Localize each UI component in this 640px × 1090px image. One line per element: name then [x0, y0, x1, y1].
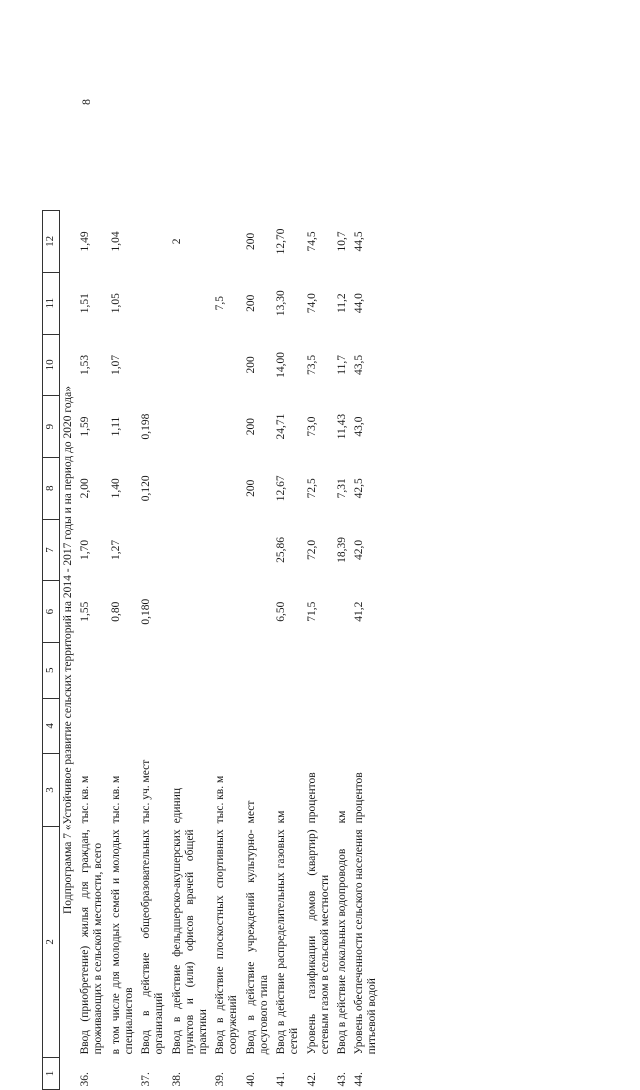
- value-cell-c7: 42,0: [353, 539, 366, 560]
- value-cell-c5: [243, 642, 273, 698]
- row-number: 42.: [305, 1072, 318, 1087]
- value-cell-c6: [212, 581, 242, 643]
- indicator-name: Ввод в действие распределительных газовых сетей: [275, 829, 301, 1055]
- value-cell-c10: 73,5: [305, 354, 318, 375]
- value-cell-c11: 7,5: [214, 296, 227, 311]
- value-cell-c12: 1,49: [79, 231, 92, 252]
- header-cell: 2: [43, 826, 60, 1057]
- value-cell-c11: [169, 272, 213, 334]
- value-cell-c8: 42,5: [353, 478, 366, 499]
- page-number: 8: [79, 99, 93, 105]
- value-cell-c5: [212, 642, 242, 698]
- header-cell: 7: [43, 519, 60, 581]
- value-cell-c6: [334, 581, 351, 643]
- subprogram-title-row: [60, 211, 78, 1090]
- value-cell-c4: [334, 698, 351, 754]
- value-cell-c11: 200: [244, 294, 257, 312]
- value-cell-c10: [169, 334, 213, 396]
- header-cell: 9: [43, 396, 60, 458]
- value-cell-c11: 11,2: [335, 293, 348, 314]
- value-cell-c6: [243, 581, 273, 643]
- value-cell-c12: 74,5: [305, 231, 318, 252]
- unit-cell: тыс. кв. м: [79, 775, 92, 824]
- unit-cell: км: [335, 810, 348, 824]
- row-number: [108, 1057, 138, 1089]
- row-number: 43.: [335, 1072, 348, 1087]
- value-cell-c11: 13,30: [275, 290, 288, 317]
- value-cell-c8: 7,31: [335, 478, 348, 499]
- value-cell-c5: [273, 642, 303, 698]
- value-cell-c9: 11,43: [335, 413, 348, 440]
- value-cell-c8: 12,67: [275, 475, 288, 502]
- value-cell-c5: [138, 642, 168, 698]
- header-cell: 5: [43, 642, 60, 698]
- rotated-table-wrapper: [42, 210, 542, 1090]
- header-cell: 1: [43, 1057, 60, 1089]
- row-number: 41.: [275, 1072, 288, 1087]
- header-cell: 11: [43, 272, 60, 334]
- value-cell-c10: 43,5: [353, 354, 366, 375]
- value-cell-c9: 73,0: [305, 416, 318, 437]
- header-cell: 10: [43, 334, 60, 396]
- indicator-name: Уровень обеспеченности сельского населения питьевой водой: [353, 829, 379, 1055]
- value-cell-c11: 74,0: [305, 293, 318, 314]
- value-cell-c10: 14,00: [275, 351, 288, 378]
- indicator-name: Ввод в действие общеобразовательных организаций: [140, 829, 166, 1055]
- value-cell-c7: [169, 519, 213, 581]
- value-cell-c8: 72,5: [305, 478, 318, 499]
- value-cell-c7: 1,27: [109, 539, 122, 560]
- subprogram-title: Подпрограмма 7 «Устойчивое развитие сельских территорий на 2014 - 2017 годы и на период до 2020 года»: [62, 386, 74, 914]
- unit-cell: тыс. уч. мест: [140, 759, 153, 824]
- indicator-name: Ввод в действие учреждений культурно-досугового типа: [244, 829, 270, 1055]
- value-cell-c9: 0,198: [140, 413, 153, 440]
- value-cell-c8: [169, 457, 213, 519]
- value-cell-c6: 6,50: [275, 601, 288, 622]
- value-cell-c4: [169, 698, 213, 754]
- indicator-name: Уровень газификации домов (квартир) сетевым газом в сельской местности: [305, 829, 331, 1055]
- indicators-table: [42, 210, 382, 1090]
- value-cell-c4: [108, 698, 138, 754]
- table-body: [77, 211, 381, 1090]
- value-cell-c7: [243, 519, 273, 581]
- value-cell-c8: 2,00: [79, 478, 92, 499]
- indicator-name: Ввод (приобретение) жилья для граждан, проживающих в сельской местности, всего: [79, 829, 105, 1055]
- table-row: [169, 211, 213, 1090]
- table-header: [43, 211, 60, 1090]
- unit-cell: процентов: [353, 772, 366, 824]
- unit-cell: тыс. кв. м: [214, 775, 227, 824]
- indicator-name: в том числе для молодых семей и молодых специалистов: [109, 829, 135, 1055]
- value-cell-c5: [351, 642, 381, 698]
- header-cell: 12: [43, 211, 60, 273]
- value-cell-c8: 0,120: [140, 475, 153, 502]
- table-row: [304, 211, 334, 1090]
- value-cell-c4: [212, 698, 242, 754]
- indicator-name: Ввод в действие плоскостных спортивных сооружений: [214, 829, 240, 1055]
- header-cell: 3: [43, 754, 60, 827]
- value-cell-c6: 0,80: [109, 601, 122, 622]
- table-row: [351, 211, 381, 1090]
- value-cell-c6: 41,2: [353, 601, 366, 622]
- value-cell-c11: [138, 272, 168, 334]
- value-cell-c10: 200: [244, 356, 257, 374]
- unit-cell: км: [275, 810, 288, 824]
- value-cell-c10: [212, 334, 242, 396]
- table-row: [243, 211, 273, 1090]
- value-cell-c7: 25,86: [275, 537, 288, 563]
- value-cell-c11: 1,51: [79, 293, 92, 314]
- value-cell-c4: [138, 698, 168, 754]
- value-cell-c4: [351, 698, 381, 754]
- row-number: 37.: [140, 1072, 153, 1087]
- header-cell: 8: [43, 457, 60, 519]
- value-cell-c4: [273, 698, 303, 754]
- table-row: [334, 211, 351, 1090]
- value-cell-c12: 12,70: [275, 228, 288, 255]
- value-cell-c8: 200: [244, 479, 257, 497]
- value-cell-c5: [304, 642, 334, 698]
- value-cell-c7: 72,0: [305, 539, 318, 560]
- value-cell-c8: [212, 457, 242, 519]
- row-number: 36.: [79, 1072, 92, 1087]
- unit-cell: тыс. кв. м: [109, 775, 122, 824]
- value-cell-c10: 11,7: [335, 355, 348, 375]
- value-cell-c12: 2: [170, 238, 183, 245]
- value-cell-c12: 1,04: [109, 231, 122, 252]
- value-cell-c5: [169, 642, 213, 698]
- value-cell-c7: [212, 519, 242, 581]
- value-cell-c6: 71,5: [305, 601, 318, 622]
- table-row: [273, 211, 303, 1090]
- table-row: [77, 211, 107, 1090]
- value-cell-c5: [108, 642, 138, 698]
- value-cell-c9: [212, 396, 242, 458]
- value-cell-c9: 43,0: [353, 416, 366, 437]
- value-cell-c9: 1,11: [109, 416, 122, 437]
- indicator-name: Ввод в действие фельдшерско-акушерских пунктов и (или) офисов врачей общей практики: [170, 829, 209, 1055]
- value-cell-c4: [243, 698, 273, 754]
- value-cell-c9: 1,59: [79, 416, 92, 437]
- value-cell-c12: 200: [244, 232, 257, 251]
- value-cell-c9: [169, 396, 213, 458]
- value-cell-c12: [138, 211, 168, 273]
- unit-cell: единиц: [170, 787, 183, 824]
- indicator-name: Ввод в действие локальных водопроводов: [335, 848, 348, 1055]
- value-cell-c8: 1,40: [109, 478, 122, 499]
- value-cell-c6: [169, 581, 213, 643]
- value-cell-c7: 18,39: [335, 537, 348, 563]
- value-cell-c7: [138, 519, 168, 581]
- value-cell-c7: 1,70: [79, 539, 92, 560]
- unit-cell: мест: [244, 800, 257, 824]
- value-cell-c5: [334, 642, 351, 698]
- value-cell-c6: 0,180: [140, 598, 153, 625]
- row-number: 38.: [170, 1072, 183, 1087]
- value-cell-c11: 44,0: [353, 293, 366, 314]
- value-cell-c10: 1,07: [109, 354, 122, 375]
- table-row: [138, 211, 168, 1090]
- row-number: 39.: [214, 1072, 227, 1087]
- table-row: [212, 211, 242, 1090]
- value-cell-c11: 1,05: [109, 293, 122, 314]
- value-cell-c6: 1,55: [79, 601, 92, 622]
- value-cell-c12: 10,7: [335, 231, 348, 252]
- value-cell-c12: [212, 211, 242, 273]
- value-cell-c4: [304, 698, 334, 754]
- value-cell-c5: [77, 642, 107, 698]
- header-cell: 4: [43, 698, 60, 754]
- value-cell-c12: 44,5: [353, 231, 366, 252]
- row-number: 40.: [244, 1072, 257, 1087]
- value-cell-c10: 1,53: [79, 354, 92, 375]
- table-row: [108, 211, 138, 1090]
- row-number: 44.: [353, 1072, 366, 1087]
- value-cell-c10: [138, 334, 168, 396]
- value-cell-c4: [77, 698, 107, 754]
- unit-cell: процентов: [305, 772, 318, 824]
- value-cell-c9: 24,71: [275, 413, 288, 440]
- header-cell: 6: [43, 581, 60, 643]
- value-cell-c9: 200: [244, 417, 257, 436]
